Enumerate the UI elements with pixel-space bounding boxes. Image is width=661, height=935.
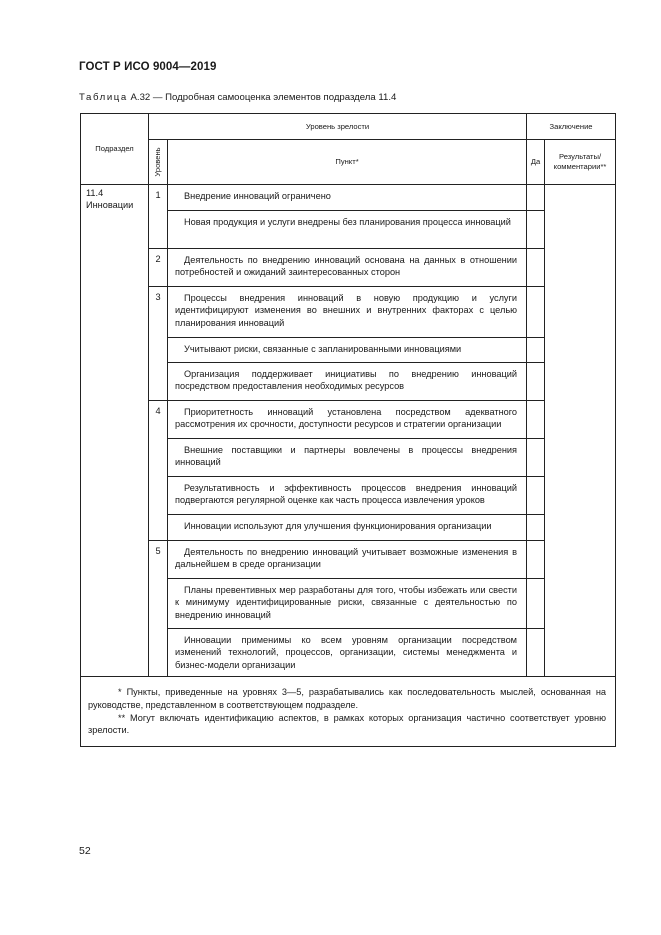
yes-cell: [527, 439, 545, 477]
item-text: Внешние поставщики и партнеры вовлечены в процессы внедрения инноваций: [175, 445, 518, 468]
item-text: Организация поддерживает инициативы по внедрению инноваций посредством предоставления необходимых ресурсов: [175, 369, 518, 392]
caption-label: Таблица: [79, 92, 128, 103]
header-item: Пункт*: [168, 140, 527, 185]
item-text: Процессы внедрения инноваций в новую продукцию и услуги идентифицируют изменения во внешних и внутренних факторах с целью планирования инноваций: [175, 293, 518, 328]
section-cell: [81, 185, 149, 677]
item-cell: [168, 579, 527, 629]
yes-cell: [527, 401, 545, 439]
header-maturity-level: Уровень зрелости: [149, 114, 527, 140]
item-cell: [168, 249, 527, 287]
yes-cell: [527, 579, 545, 629]
item-text: Планы превентивных мер разработаны для того, чтобы избежать или свести к минимуму идентифицированные риски, связанные с деятельностью по внедрению инноваций: [175, 585, 518, 620]
level-cell: 2: [149, 249, 168, 287]
item-cell: [168, 439, 527, 477]
header-subsection: Подраздел: [81, 114, 149, 185]
yes-cell: [527, 185, 545, 211]
item-cell: [168, 515, 527, 541]
item-text: Инновации используют для улучшения функционирования организации: [184, 521, 492, 531]
yes-cell: [527, 541, 545, 579]
document-header: ГОСТ Р ИСО 9004—2019: [79, 61, 217, 73]
item-text: Деятельность по внедрению инноваций основана на данных в отношении потребностей и ожиданий заинтересованных сторон: [175, 255, 518, 278]
footnote-2: ** Могут включать идентификацию аспектов, в рамках которых организация частично соответствует уровню зрелости.: [88, 712, 607, 736]
item-text: Учитывают риски, связанные с запланированными инновациями: [184, 344, 462, 354]
item-text: Инновации применимы ко всем уровням организации посредством изменений технологий, процессов, организации, системы менеджмента и бизнес-модели организации: [175, 635, 518, 670]
yes-cell: [527, 338, 545, 363]
item-cell: [168, 185, 527, 211]
header-results: Результаты/ комментарии**: [545, 140, 616, 185]
notes-cell: [81, 677, 616, 747]
yes-cell: [527, 629, 545, 677]
item-text: Деятельность по внедрению инноваций учитывает возможные изменения в дальнейшем в среде организации: [175, 547, 518, 570]
item-cell: [168, 477, 527, 515]
level-cell: 3: [149, 287, 168, 401]
self-assessment-table: [80, 113, 616, 747]
item-cell: [168, 401, 527, 439]
item-text: Результативность и эффективность процессов внедрения инноваций подвергаются регулярной оценке как часть процесса извлечения уроков: [175, 483, 518, 506]
section-number: 11.4: [86, 188, 104, 198]
yes-cell: [527, 363, 545, 401]
level-cell: 4: [149, 401, 168, 541]
level-cell: 5: [149, 541, 168, 677]
table-caption: [79, 92, 396, 103]
item-text: Приоритетность инноваций установлена посредством адекватного рассмотрения их срочности, доступности ресурсов и стратегии организации: [175, 407, 518, 430]
level-cell: 1: [149, 185, 168, 249]
item-text: Новая продукция и услуги внедрены без планирования процесса инноваций: [184, 217, 511, 227]
item-cell: [168, 363, 527, 401]
yes-cell: [527, 477, 545, 515]
page-number: 52: [79, 845, 91, 857]
results-cell: [545, 185, 616, 677]
section-name: Инновации: [86, 199, 134, 210]
footnote-1: * Пункты, приведенные на уровнях 3—5, разрабатывались как последовательность мыслей, основанная на руководстве, представленном в соответствующем подразделе.: [88, 687, 607, 710]
caption-text: А.32 — Подробная самооценка элементов подраздела 11.4: [130, 92, 397, 103]
item-cell: [168, 338, 527, 363]
header-yes: Да: [527, 140, 545, 185]
item-cell: [168, 287, 527, 338]
yes-cell: [527, 287, 545, 338]
header-level-text: Уровень: [153, 147, 162, 177]
item-text: Внедрение инноваций ограничено: [184, 191, 331, 201]
yes-cell: [527, 515, 545, 541]
yes-cell: [527, 249, 545, 287]
item-cell: [168, 211, 527, 249]
yes-cell: [527, 211, 545, 249]
header-level: [149, 140, 168, 185]
item-cell: [168, 629, 527, 677]
item-cell: [168, 541, 527, 579]
header-conclusion: Заключение: [527, 114, 616, 140]
